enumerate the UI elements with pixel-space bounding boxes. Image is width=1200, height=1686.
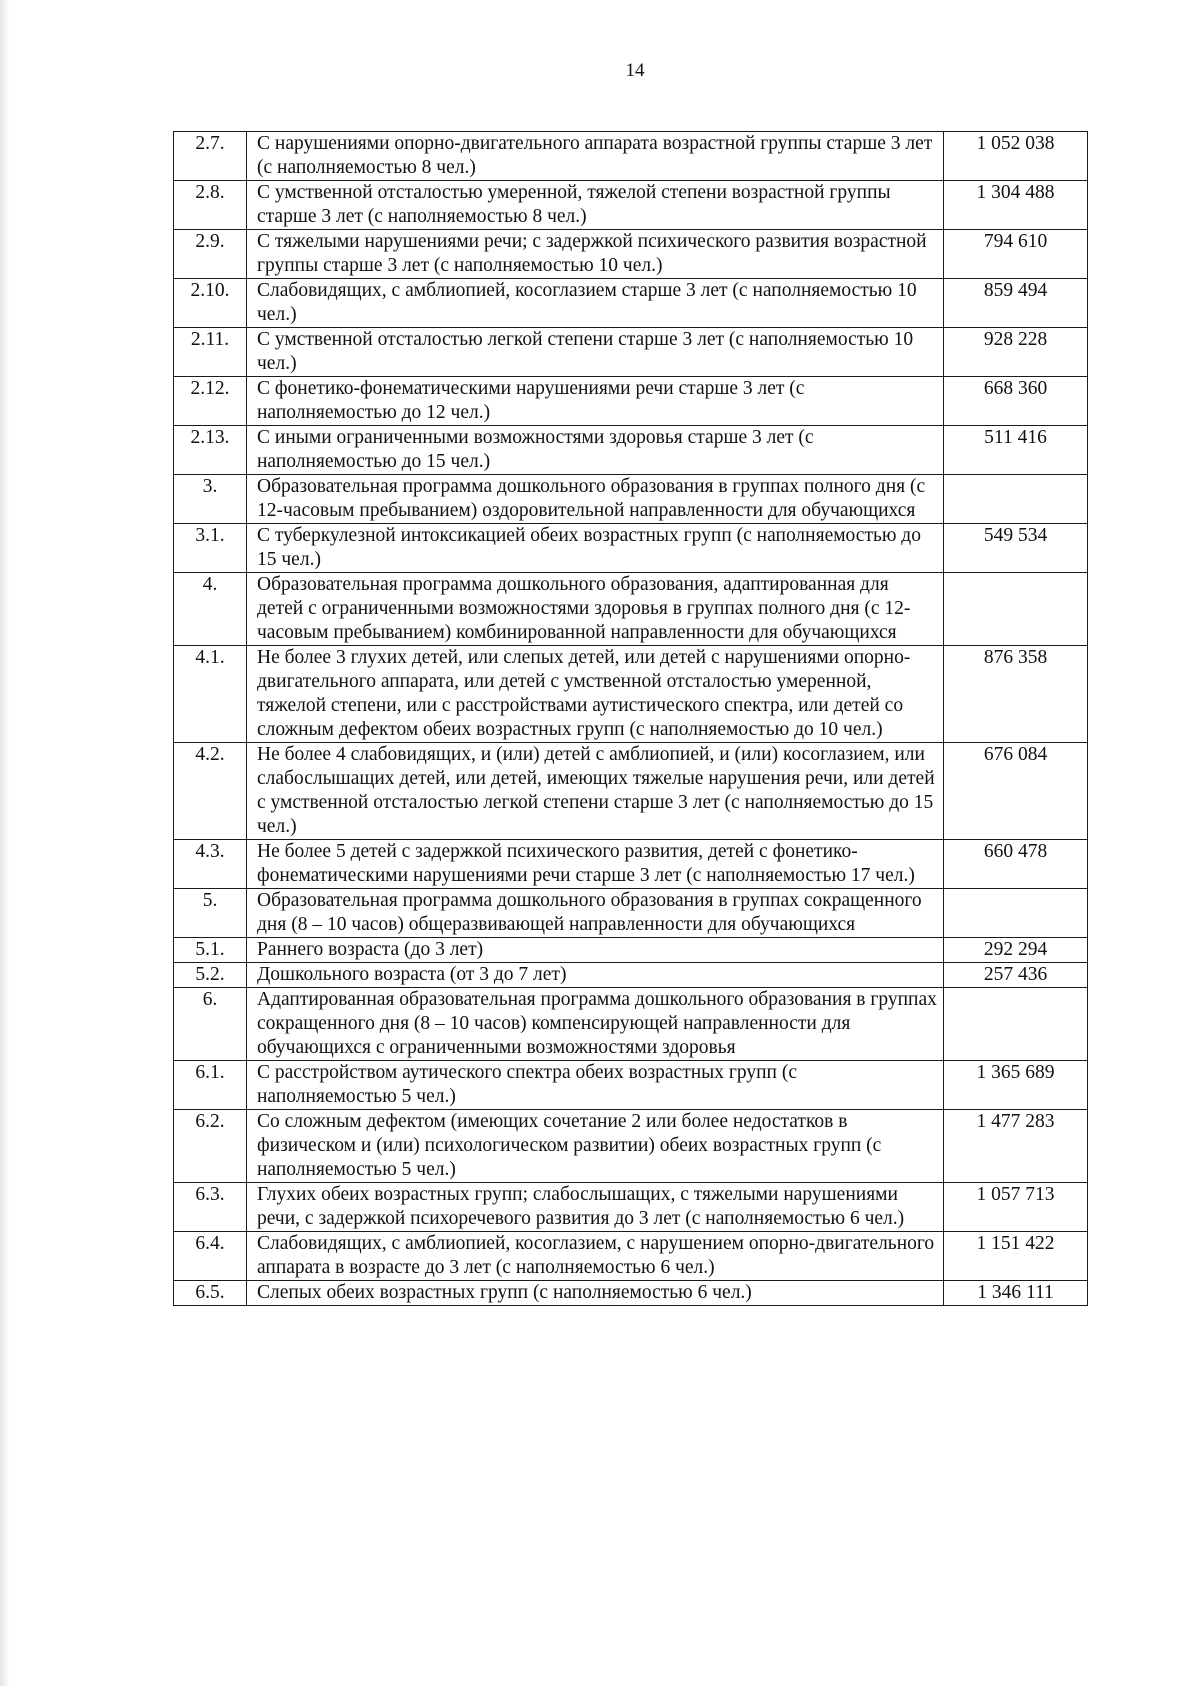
item-number: 4.1. xyxy=(174,646,247,743)
table-row xyxy=(174,573,1088,646)
table-row xyxy=(174,1232,1088,1281)
item-description: С умственной отсталостью легкой степени старше 3 лет (с наполняемостью 10 чел.) xyxy=(247,328,944,377)
item-amount xyxy=(944,988,1088,1061)
item-description: Образовательная программа дошкольного образования в группах полного дня (с 12-часовым пребыванием) оздоровительной направленности для обучающихся xyxy=(247,475,944,524)
item-description: С фонетико-фонематическими нарушениями речи старше 3 лет (с наполняемостью до 12 чел.) xyxy=(247,377,944,426)
item-description: С нарушениями опорно-двигательного аппарата возрастной группы старше 3 лет (с наполняемостью 8 чел.) xyxy=(247,132,944,181)
item-number: 4. xyxy=(174,573,247,646)
table-row xyxy=(174,230,1088,279)
item-number: 5.2. xyxy=(174,963,247,988)
item-amount: 1 151 422 xyxy=(944,1232,1088,1281)
item-number: 2.11. xyxy=(174,328,247,377)
item-amount: 660 478 xyxy=(944,840,1088,889)
item-number: 5.1. xyxy=(174,938,247,963)
table-row xyxy=(174,963,1088,988)
item-description: Слепых обеих возрастных групп (с наполняемостью 6 чел.) xyxy=(247,1281,944,1306)
item-number: 3.1. xyxy=(174,524,247,573)
item-number: 2.12. xyxy=(174,377,247,426)
table-row xyxy=(174,132,1088,181)
item-number: 6.4. xyxy=(174,1232,247,1281)
item-description: Не более 3 глухих детей, или слепых детей, или детей с нарушениями опорно-двигательного аппарата, или детей с умственной отсталостью умеренной, тяжелой степени, или с расстройствами аутистического спектра, или детей со сложным дефектом обеих возрастных групп (с наполняемостью до 10 чел.) xyxy=(247,646,944,743)
item-number: 5. xyxy=(174,889,247,938)
item-description: Со сложным дефектом (имеющих сочетание 2 или более недостатков в физическом и (или) психологическом развитии) обеих возрастных групп (с наполняемостью 5 чел.) xyxy=(247,1110,944,1183)
table-row xyxy=(174,646,1088,743)
item-amount xyxy=(944,475,1088,524)
item-description: С умственной отсталостью умеренной, тяжелой степени возрастной группы старше 3 лет (с наполняемостью 8 чел.) xyxy=(247,181,944,230)
table-row xyxy=(174,1110,1088,1183)
item-number: 3. xyxy=(174,475,247,524)
item-amount: 876 358 xyxy=(944,646,1088,743)
table-row xyxy=(174,279,1088,328)
item-description: Образовательная программа дошкольного образования в группах сокращенного дня (8 – 10 часов) общеразвивающей направленности для обучающихся xyxy=(247,889,944,938)
item-amount: 549 534 xyxy=(944,524,1088,573)
item-amount: 1 477 283 xyxy=(944,1110,1088,1183)
item-description: Дошкольного возраста (от 3 до 7 лет) xyxy=(247,963,944,988)
table-row xyxy=(174,1183,1088,1232)
item-description: Раннего возраста (до 3 лет) xyxy=(247,938,944,963)
item-description: С иными ограниченными возможностями здоровья старше 3 лет (с наполняемостью до 15 чел.) xyxy=(247,426,944,475)
item-amount: 928 228 xyxy=(944,328,1088,377)
item-number: 2.9. xyxy=(174,230,247,279)
table-row xyxy=(174,377,1088,426)
fee-table-body xyxy=(174,132,1088,1306)
item-number: 6.5. xyxy=(174,1281,247,1306)
item-amount: 676 084 xyxy=(944,743,1088,840)
table-row xyxy=(174,181,1088,230)
item-description: Слабовидящих, с амблиопией, косоглазием старше 3 лет (с наполняемостью 10 чел.) xyxy=(247,279,944,328)
item-number: 2.13. xyxy=(174,426,247,475)
item-amount: 511 416 xyxy=(944,426,1088,475)
table-row xyxy=(174,328,1088,377)
item-amount xyxy=(944,573,1088,646)
item-amount: 292 294 xyxy=(944,938,1088,963)
table-row xyxy=(174,988,1088,1061)
item-number: 6.1. xyxy=(174,1061,247,1110)
item-number: 4.3. xyxy=(174,840,247,889)
fee-table xyxy=(173,131,1088,1306)
item-description: Адаптированная образовательная программа дошкольного образования в группах сокращенного дня (8 – 10 часов) компенсирующей направленности для обучающихся с ограниченными возможностями здоровья xyxy=(247,988,944,1061)
item-description: Образовательная программа дошкольного образования, адаптированная для детей с ограниченными возможностями здоровья в группах полного дня (с 12-часовым пребыванием) комбинированной направленности для обучающихся xyxy=(247,573,944,646)
item-number: 6.3. xyxy=(174,1183,247,1232)
item-amount: 1 052 038 xyxy=(944,132,1088,181)
item-description: Глухих обеих возрастных групп; слабослышащих, с тяжелыми нарушениями речи, с задержкой психоречевого развития до 3 лет (с наполняемостью 6 чел.) xyxy=(247,1183,944,1232)
item-number: 2.7. xyxy=(174,132,247,181)
item-number: 6.2. xyxy=(174,1110,247,1183)
item-description: С расстройством аутического спектра обеих возрастных групп (с наполняемостью 5 чел.) xyxy=(247,1061,944,1110)
item-amount: 257 436 xyxy=(944,963,1088,988)
table-row xyxy=(174,1281,1088,1306)
item-number: 6. xyxy=(174,988,247,1061)
page-number: 14 xyxy=(625,60,645,81)
item-description: С туберкулезной интоксикацией обеих возрастных групп (с наполняемостью до 15 чел.) xyxy=(247,524,944,573)
item-number: 2.8. xyxy=(174,181,247,230)
table-row xyxy=(174,889,1088,938)
item-amount: 1 057 713 xyxy=(944,1183,1088,1232)
item-description: Не более 4 слабовидящих, и (или) детей с амблиопией, и (или) косоглазием, или слабослышащих детей, или детей, имеющих тяжелые нарушения речи, или детей с умственной отсталостью легкой степени старше 3 лет (с наполняемостью до 15 чел.) xyxy=(247,743,944,840)
item-amount: 1 365 689 xyxy=(944,1061,1088,1110)
scan-edge-shadow xyxy=(0,0,10,1686)
item-description: С тяжелыми нарушениями речи; с задержкой психического развития возрастной группы старше 3 лет (с наполняемостью 10 чел.) xyxy=(247,230,944,279)
table-row xyxy=(174,938,1088,963)
table-row xyxy=(174,475,1088,524)
table-row xyxy=(174,524,1088,573)
item-amount: 794 610 xyxy=(944,230,1088,279)
item-description: Слабовидящих, с амблиопией, косоглазием, с нарушением опорно-двигательного аппарата в возрасте до 3 лет (с наполняемостью 6 чел.) xyxy=(247,1232,944,1281)
item-description: Не более 5 детей с задержкой психического развития, детей с фонетико-фонематическими нарушениями речи старше 3 лет (с наполняемостью 17 чел.) xyxy=(247,840,944,889)
table-row xyxy=(174,1061,1088,1110)
item-number: 4.2. xyxy=(174,743,247,840)
item-number: 2.10. xyxy=(174,279,247,328)
table-row xyxy=(174,840,1088,889)
item-amount: 1 346 111 xyxy=(944,1281,1088,1306)
item-amount: 668 360 xyxy=(944,377,1088,426)
item-amount: 1 304 488 xyxy=(944,181,1088,230)
item-amount: 859 494 xyxy=(944,279,1088,328)
item-amount xyxy=(944,889,1088,938)
table-row xyxy=(174,426,1088,475)
table-row xyxy=(174,743,1088,840)
